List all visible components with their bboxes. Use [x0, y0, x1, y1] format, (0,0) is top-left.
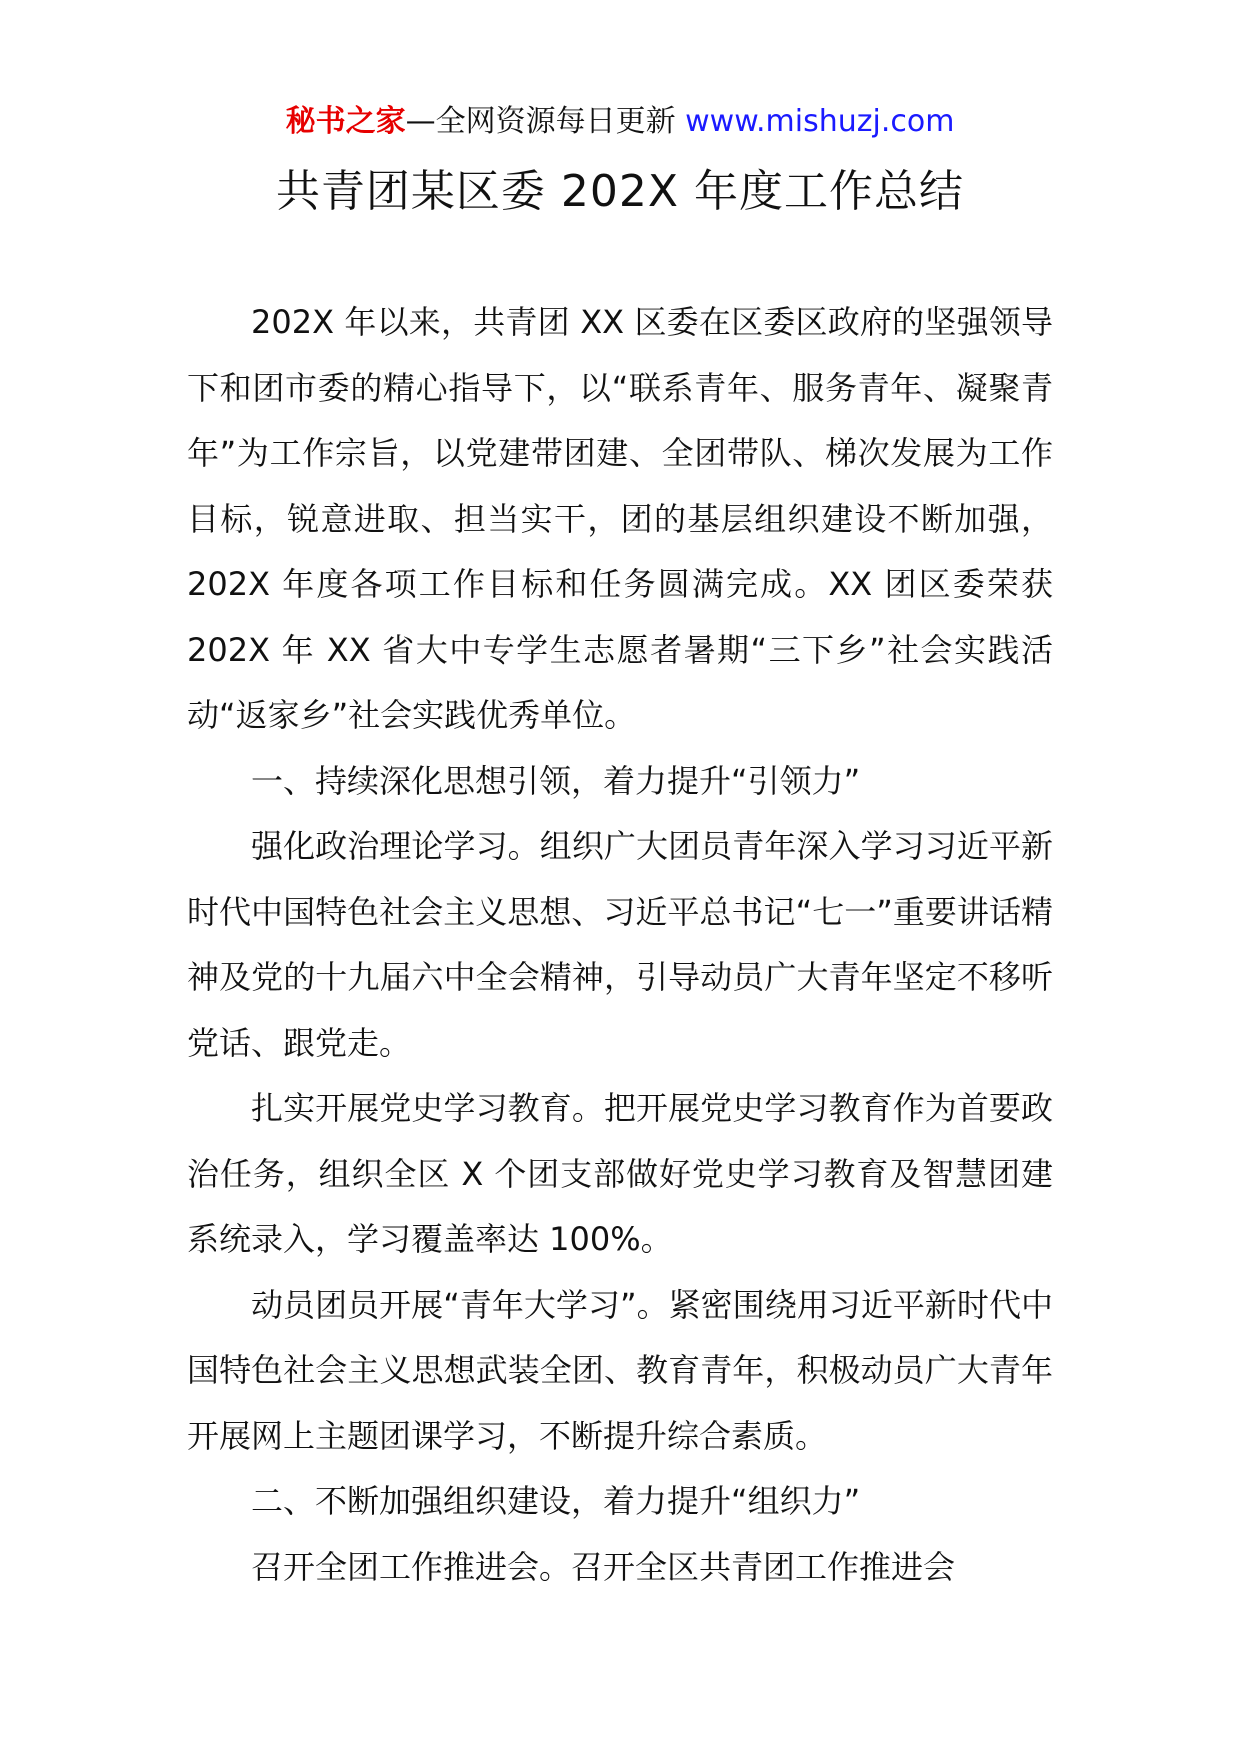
document-body: [187, 290, 1053, 1600]
body-paragraph: 动员团员开展“青年大学习”。紧密围绕用习近平新时代中国特色社会主义思想武装全团、教育青年，积极动员广大青年开展网上主题团课学习，不断提升综合素质。: [187, 1285, 1053, 1455]
site-url-link[interactable]: www.mishuzj.com: [685, 104, 955, 139]
body-paragraph: 强化政治理论学习。组织广大团员青年深入学习习近平新时代中国特色社会主义思想、习近平总书记“七一”重要讲话精神及党的十九届六中全会精神，引导动员广大青年坚定不移听党话、跟党走。: [187, 827, 1053, 1062]
section-heading-1: 一、持续深化思想引领，着力提升“引领力”: [251, 761, 861, 800]
section-heading-2: 二、不断加强组织建设，着力提升“组织力”: [251, 1482, 861, 1520]
body-paragraph: 扎实开展党史学习教育。把开展党史学习教育作为首要政治任务，组织全区 X 个团支部做好党史学习教育及智慧团建系统录入，学习覆盖率达 100%。: [187, 1089, 1053, 1258]
intro-paragraph: 202X 年以来，共青团 XX 区委在区委区政府的坚强领导下和团市委的精心指导下，以“联系青年、服务青年、凝聚青年”为工作宗旨，以党建带团建、全团带队、梯次发展为工作目标，锐意进取、担当实干，团的基层组织建设不断加强，202X 年度各项工作目标和任务圆满完成。XX 团区委荣获 202X 年 XX 省大中专学生志愿者暑期“三下乡”社会实践活动“返家乡”社会实践优秀单位。: [187, 303, 1053, 734]
header-tagline: —全网资源每日更新: [405, 104, 676, 139]
body-paragraph: 召开全团工作推进会。召开全区共青团工作推进会: [251, 1547, 956, 1586]
brand-name: 秘书之家: [285, 104, 406, 139]
site-header: [0, 100, 1240, 144]
document-title: 共青团某区委 202X 年度工作总结: [275, 166, 965, 217]
